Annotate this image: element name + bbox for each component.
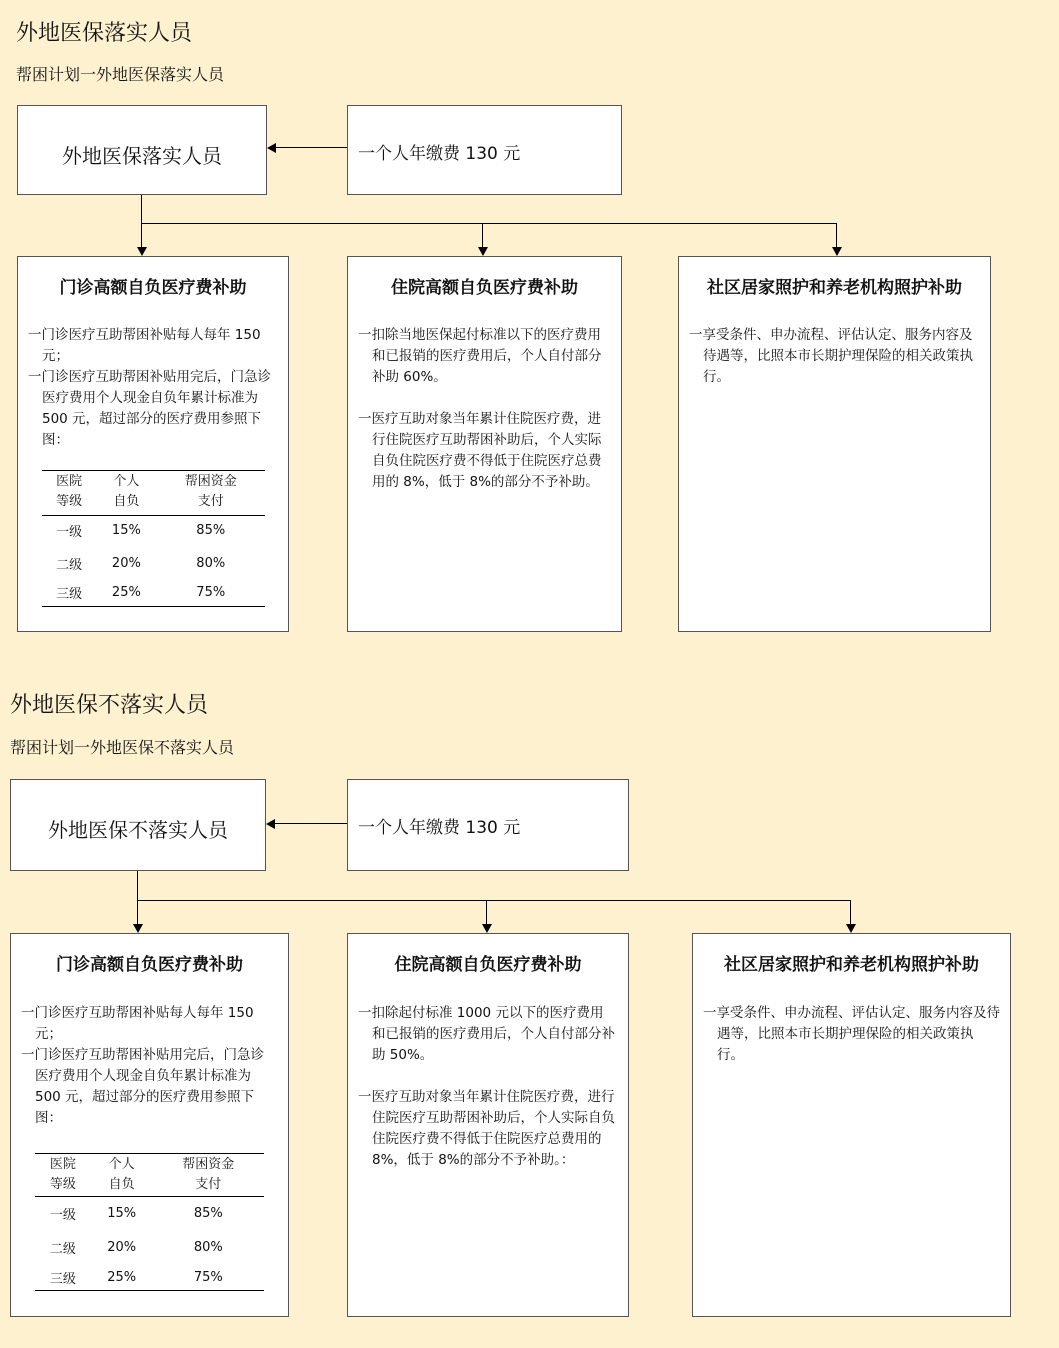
arrow-down-icon xyxy=(478,247,488,256)
table-cell: 二级 xyxy=(49,1242,76,1257)
connector-line xyxy=(141,223,836,224)
arrow-down-icon xyxy=(133,924,143,933)
table-cell: 85% xyxy=(193,1206,223,1221)
section-1-fee-box xyxy=(347,105,622,195)
arrow-down-icon xyxy=(137,247,147,256)
connector-line xyxy=(482,223,483,248)
section-2-inpatient-box xyxy=(347,933,629,1317)
table-row xyxy=(42,549,265,578)
rate-table xyxy=(35,1155,264,1291)
table-cell: 20% xyxy=(111,556,141,571)
arrow-left-icon xyxy=(267,143,276,153)
column-title: 门诊高额自负医疗费补助 xyxy=(56,955,243,975)
table-row xyxy=(42,512,265,549)
arrow-down-icon xyxy=(846,924,856,933)
table-row xyxy=(42,578,265,606)
connector-line xyxy=(137,871,138,925)
header-cell: 等级 xyxy=(49,1177,76,1192)
section-2-fee-box xyxy=(347,779,629,871)
section-1-main-box xyxy=(17,105,267,195)
table-rule xyxy=(42,470,265,471)
section-1-care-box xyxy=(678,256,991,632)
table-header-row xyxy=(42,472,265,512)
header-cell: 帮困资金 xyxy=(184,474,237,489)
section-1-subtitle: 帮困计划一外地医保落实人员 xyxy=(16,65,225,84)
header-cell: 自负 xyxy=(113,494,140,509)
table-cell: 三级 xyxy=(56,586,83,602)
bullet-text: 一门诊医疗互助帮困补贴用完后，门急诊医疗费用个人现金自负年累计标准为 500 元，超过部分的医疗费用参照下图： xyxy=(21,1047,264,1126)
table-cell: 二级 xyxy=(56,558,83,573)
header-cell: 等级 xyxy=(56,494,83,509)
table-cell: 75% xyxy=(193,1269,223,1285)
bullet-text: 一门诊医疗互助帮困补贴每人每年 150 元； xyxy=(28,327,261,364)
table-cell: 三级 xyxy=(49,1271,76,1287)
table-row xyxy=(35,1195,264,1232)
bullet-text: 一扣除起付标准 1000 元以下的医疗费用和已报销的医疗费用后，个人自付部分补助 50%。 xyxy=(358,1005,615,1063)
header-cell: 个人 xyxy=(108,1157,135,1172)
bullet-text: 一扣除当地医保起付标准以下的医疗费用和已报销的医疗费用后，个人自付部分补助 60%。 xyxy=(358,327,602,385)
column-title: 社区居家照护和养老机构照护补助 xyxy=(707,278,962,298)
table-cell: 一级 xyxy=(56,525,83,540)
fee-label: 一个人年缴费 130 元 xyxy=(358,144,521,164)
bullet-text: 一享受条件、申办流程、评估认定、服务内容及待遇等，比照本市长期护理保险的相关政策执行。 xyxy=(703,1005,1000,1063)
header-cell: 支付 xyxy=(197,494,224,509)
table-cell: 15% xyxy=(107,1206,137,1221)
arrow-left-icon xyxy=(266,819,275,829)
bullet-text: 一享受条件、申办流程、评估认定、服务内容及待遇等，比照本市长期护理保险的相关政策执行。 xyxy=(689,327,973,385)
section-2-subtitle: 帮困计划一外地医保不落实人员 xyxy=(10,738,235,757)
table-cell: 25% xyxy=(111,584,141,600)
connector-line xyxy=(275,823,347,824)
table-cell: 20% xyxy=(107,1240,137,1255)
arrow-down-icon xyxy=(482,924,492,933)
section-2-title: 外地医保不落实人员 xyxy=(10,693,209,718)
column-title: 门诊高额自负医疗费补助 xyxy=(59,278,247,298)
bullet-text: 一门诊医疗互助帮困补贴每人每年 150 元； xyxy=(21,1005,254,1042)
arrow-down-icon xyxy=(832,247,842,256)
table-cell: 75% xyxy=(196,584,226,600)
main-box-label: 外地医保不落实人员 xyxy=(48,818,228,842)
header-cell: 医院 xyxy=(56,474,83,489)
column-title: 住院高额自负医疗费补助 xyxy=(391,278,578,298)
header-cell: 帮困资金 xyxy=(182,1157,235,1172)
section-1-outpatient-box xyxy=(17,256,289,632)
header-cell: 医院 xyxy=(49,1157,76,1172)
table-cell: 80% xyxy=(196,556,226,571)
main-box-label: 外地医保落实人员 xyxy=(62,144,222,168)
table-cell: 85% xyxy=(196,523,226,538)
table-cell: 25% xyxy=(107,1269,137,1285)
section-1-inpatient-box xyxy=(347,256,622,632)
header-cell: 自负 xyxy=(108,1177,135,1192)
bullet-text: 一医疗互助对象当年累计住院医疗费，进行住院医疗互助帮困补助后，个人实际自负住院医疗费不得低于住院医疗总费用的 8%，低于 8%的部分不予补助。： xyxy=(358,1089,615,1168)
section-2-care-box xyxy=(692,933,1011,1317)
column-title: 住院高额自负医疗费补助 xyxy=(394,955,582,975)
table-header-row xyxy=(35,1155,264,1195)
connector-line xyxy=(836,223,837,248)
table-row xyxy=(35,1232,264,1263)
rate-table xyxy=(42,472,265,606)
table-rule xyxy=(42,606,265,607)
connector-line xyxy=(850,900,851,925)
fee-label: 一个人年缴费 130 元 xyxy=(358,818,521,838)
section-2-main-box xyxy=(10,779,266,871)
connector-line xyxy=(486,900,487,925)
table-cell: 15% xyxy=(111,523,141,538)
connector-line xyxy=(141,195,142,248)
connector-line xyxy=(276,147,347,148)
section-1-title: 外地医保落实人员 xyxy=(16,21,193,46)
bullet-text: 一医疗互助对象当年累计住院医疗费，进行住院医疗互助帮困补助后，个人实际自负住院医疗费不得低于住院医疗总费用的 8%，低于 8%的部分不予补助。 xyxy=(358,411,602,490)
connector-line xyxy=(137,900,850,901)
bullet-text: 一门诊医疗互助帮困补贴用完后，门急诊医疗费用个人现金自负年累计标准为 500 元，超过部分的医疗费用参照下图： xyxy=(28,369,271,448)
section-2-outpatient-box xyxy=(10,933,289,1317)
table-row xyxy=(35,1263,264,1291)
column-title: 社区居家照护和养老机构照护补助 xyxy=(724,955,979,975)
table-cell: 80% xyxy=(193,1240,223,1255)
table-rule xyxy=(35,1153,264,1154)
header-cell: 个人 xyxy=(113,474,140,489)
header-cell: 支付 xyxy=(195,1177,222,1192)
table-cell: 一级 xyxy=(49,1208,76,1223)
